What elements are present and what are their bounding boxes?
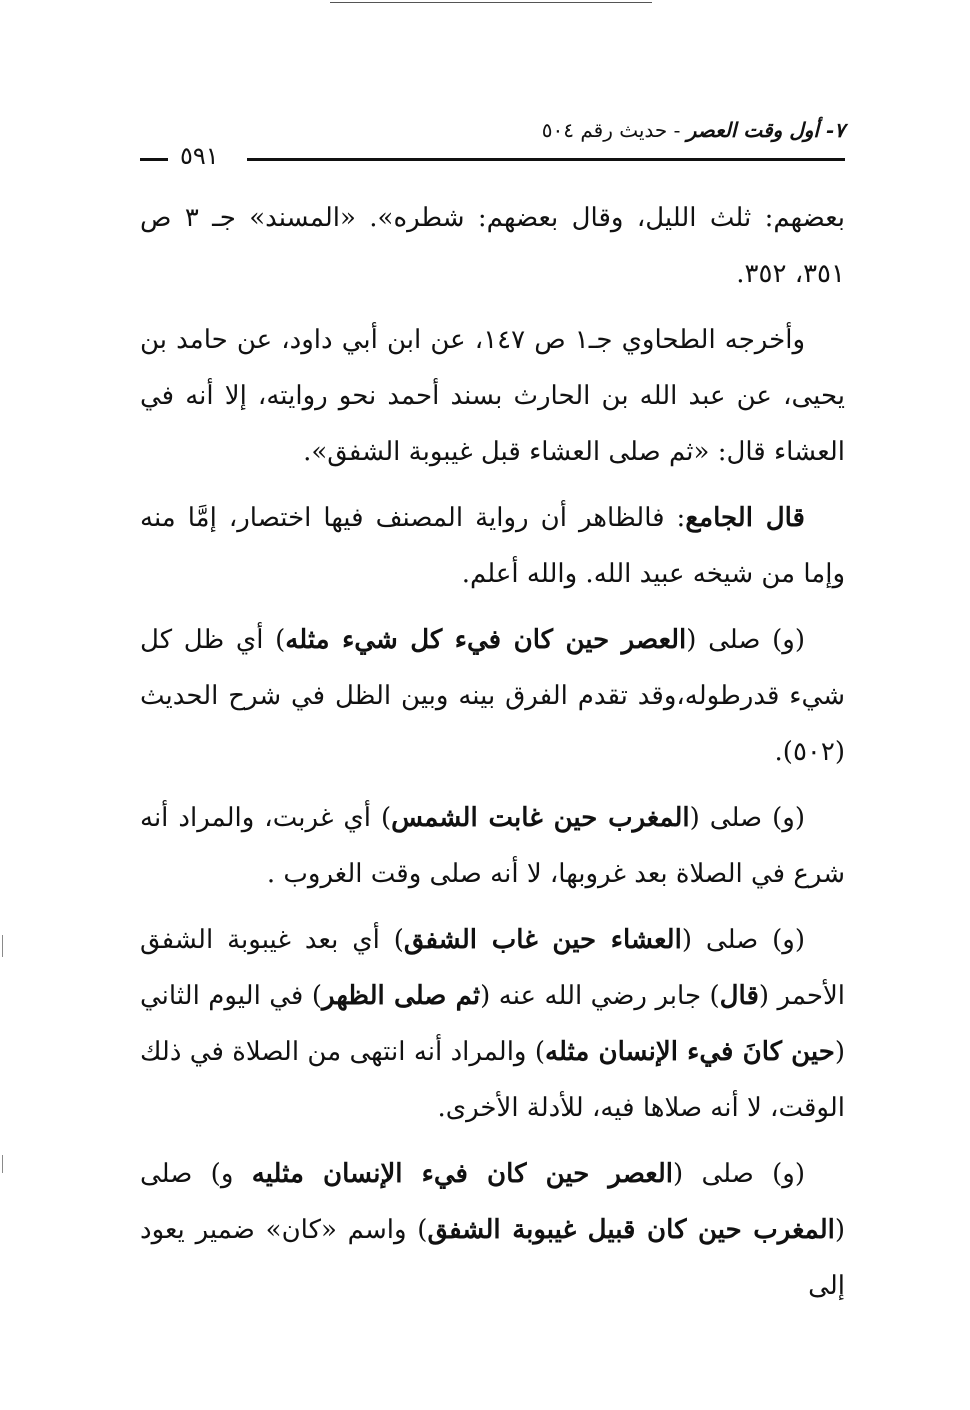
page-number-dash bbox=[140, 158, 168, 161]
hadith-quote: المغرب حين كان قبيل غيبوبة الشفق bbox=[427, 1215, 835, 1245]
hadith-reference: - حديث رقم ٥٠٤ bbox=[541, 118, 681, 142]
paragraph: (و) صلى (العشاء حين غاب الشفق) أي بعد غيبوبة الشفق الأحمر (قال) جابر رضي الله عنه (ثم صلى الظهر) في اليوم الثاني (حين كانَ فيء الإنسان مثله) والمراد أنه انتهى من الصلاة في ذلك الوقت، لا أنه صلاها فيه، للأدلة الأخرى. bbox=[140, 925, 846, 1123]
paragraph: بعضهم: ثلث الليل، وقال بعضهم: شطره». «المسند» جـ ٣ ص ٣٥١، ٣٥٢. bbox=[140, 203, 845, 289]
paragraph: قال الجامع: فالظاهر أن رواية المصنف فيها اختصار، إمَّا منه وإما من شيخه عبيد الله. والله أعلم. bbox=[140, 503, 845, 589]
page-body bbox=[140, 190, 845, 1324]
hadith-quote: ثم صلى الظهر bbox=[321, 981, 481, 1011]
hadith-quote: العشاء حين غاب الشفق bbox=[403, 925, 682, 955]
paragraph: (و) صلى (العصر حين كان فيء الإنسان مثليه و) صلى (المغرب حين كان قبيل غيبوبة الشفق) واسم «كان» ضمير يعود إلى bbox=[140, 1159, 845, 1301]
page-header bbox=[140, 118, 845, 178]
running-title bbox=[542, 118, 845, 142]
paragraph: (و) صلى (العصر حين كان فيء كل شيء مثله) أي ظل كل شيء قدرطوله،وقد تقدم الفرق بينه وبين الظل في شرح الحديث (٥٠٢). bbox=[140, 625, 845, 767]
hadith-quote: قال bbox=[719, 981, 759, 1011]
scan-edge-mark bbox=[2, 1155, 3, 1173]
paragraph: وأخرجه الطحاوي جـ١ ص ١٤٧، عن ابن أبي داود، عن حامد بن يحيى، عن عبد الله بن الحارث بسند أحمد نحو روايته، إلا أنه في العشاء قال: «ثم صلى العشاء قبل غيبوبة الشفق». bbox=[140, 325, 845, 467]
chapter-title: ٧- أول وقت العصر bbox=[686, 118, 845, 142]
header-rule bbox=[247, 158, 845, 161]
paragraph: (و) صلى (المغرب حين غابت الشمس) أي غربت، والمراد أنه شرع في الصلاة بعد غروبها، لا أنه صلى وقت الغروب . bbox=[140, 803, 845, 889]
hadith-quote: حين كانَ فيء الإنسان مثله bbox=[545, 1037, 835, 1067]
top-edge-rule bbox=[330, 2, 652, 3]
page-number: ٥٩١ bbox=[180, 142, 219, 170]
compiler-label: قال الجامع bbox=[685, 503, 805, 533]
hadith-quote: المغرب حين غابت الشمس bbox=[391, 803, 690, 833]
hadith-quote: العصر حين كان فيء كل شيء مثله bbox=[285, 625, 687, 655]
hadith-quote: العصر حين كان فيء الإنسان مثليه bbox=[251, 1159, 673, 1189]
scan-edge-mark bbox=[2, 935, 3, 957]
